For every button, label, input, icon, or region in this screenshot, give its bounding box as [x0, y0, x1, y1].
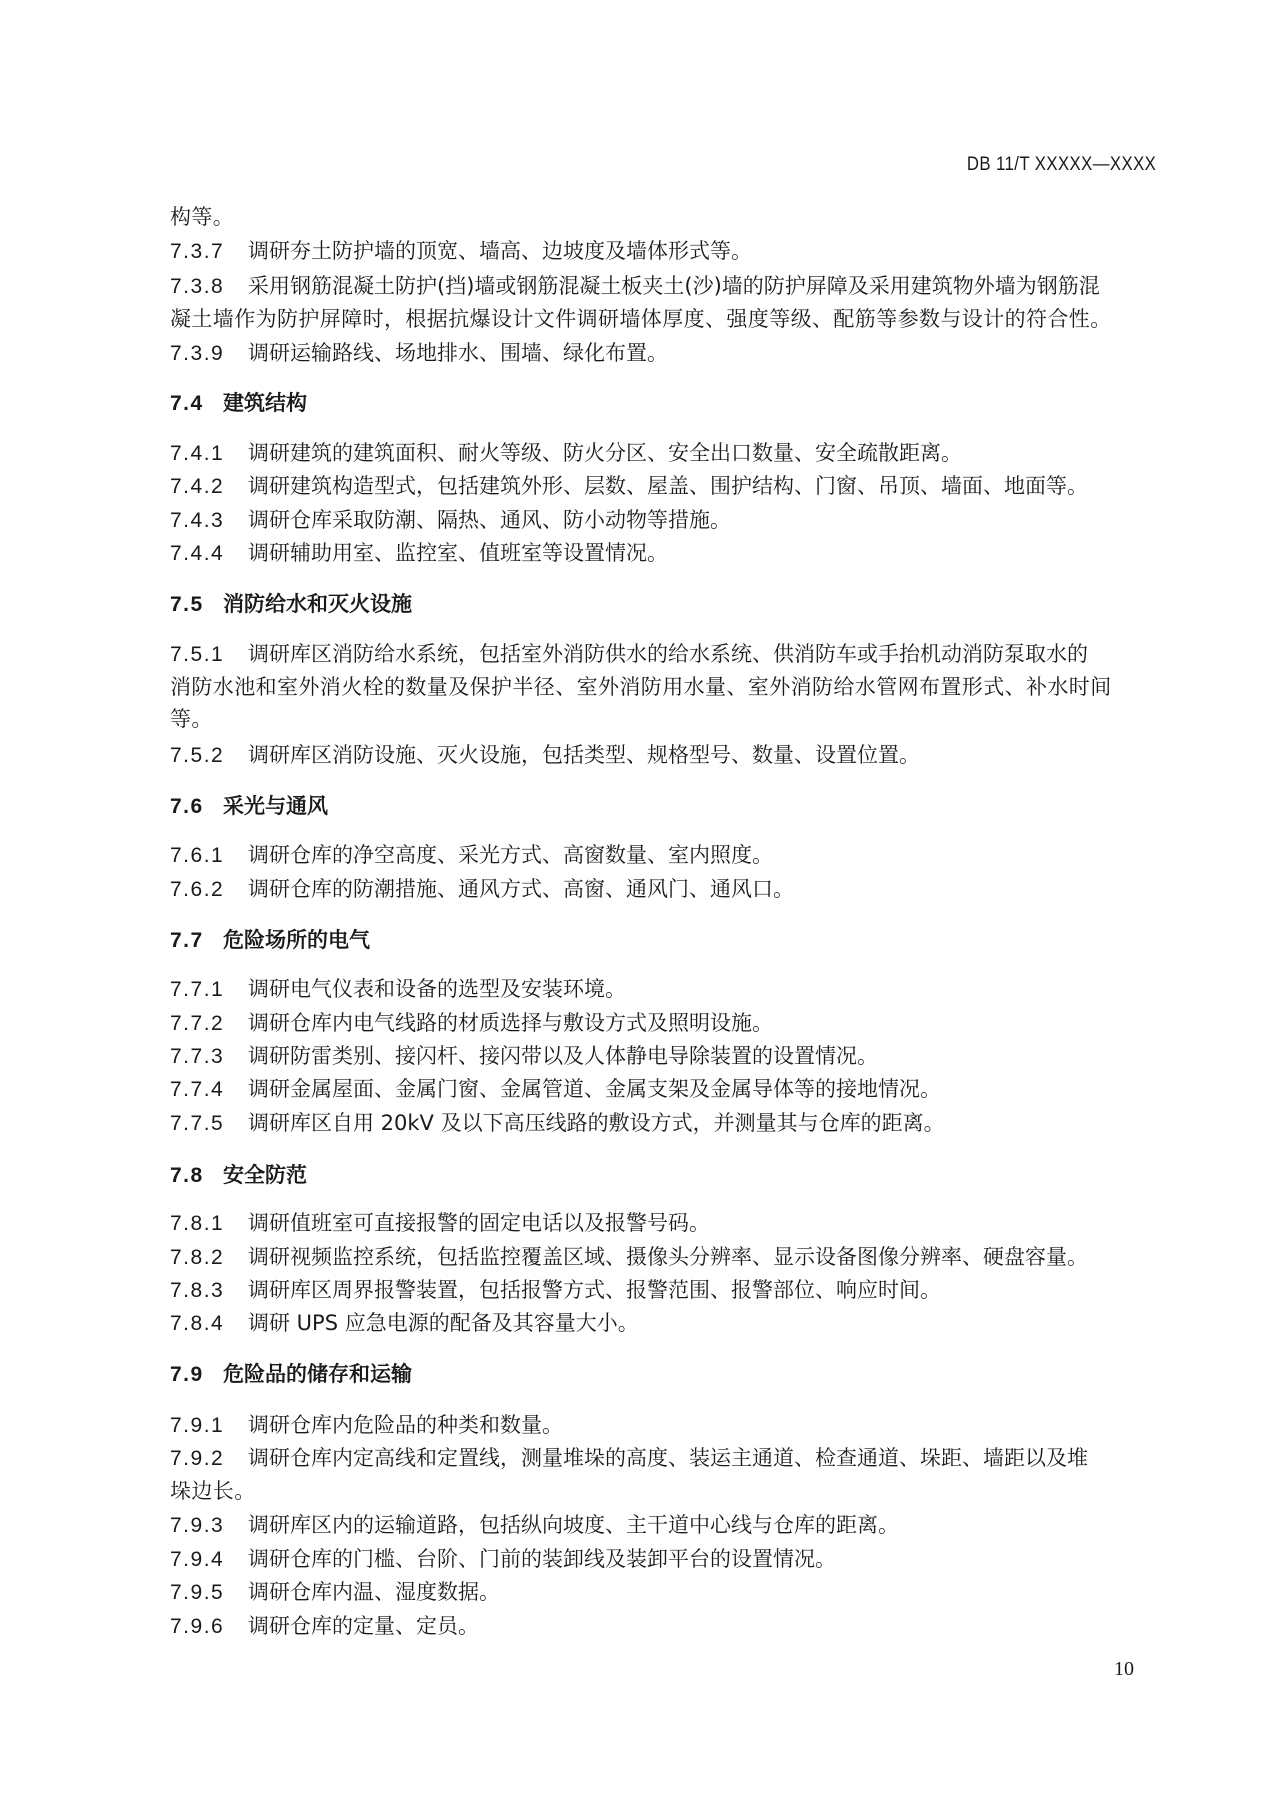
- clause-text: 调研仓库的定量、定员。: [248, 1614, 479, 1638]
- clause-text: 消防给水和灭火设施: [223, 592, 412, 616]
- clause-item: [170, 471, 1156, 502]
- clause-item: [170, 1308, 1156, 1339]
- clause-number: 7.4.3: [170, 509, 225, 532]
- clause-item: [170, 740, 1156, 771]
- clause-number: 7.7.5: [170, 1112, 225, 1135]
- clause-number: 7.5: [170, 593, 204, 616]
- clause-number: 7.6: [170, 795, 204, 818]
- page-number: 10: [1114, 1658, 1134, 1680]
- section-heading: [170, 791, 1156, 822]
- clause-item: [170, 271, 1156, 302]
- clause-item: [170, 840, 1156, 871]
- clause-text: 调研仓库内危险品的种类和数量。: [248, 1413, 563, 1437]
- clause-item: [170, 974, 1156, 1005]
- clause-number: 7.9.3: [170, 1514, 225, 1537]
- clause-item: [170, 639, 1156, 670]
- clause-number: 7.5.1: [170, 643, 225, 666]
- clause-text: 调研仓库的防潮措施、通风方式、高窗、通风门、通风口。: [248, 877, 794, 901]
- clause-number: 7.4.1: [170, 442, 225, 465]
- clause-text: 调研仓库内温、湿度数据。: [248, 1580, 500, 1604]
- clause-text: 调研仓库的门槛、台阶、门前的装卸线及装卸平台的设置情况。: [248, 1547, 836, 1571]
- clause-text: 调研 UPS 应急电源的配备及其容量大小。: [248, 1311, 639, 1335]
- clause-item: [170, 1074, 1156, 1105]
- section-heading: [170, 1160, 1156, 1191]
- clause-number: 7.7.4: [170, 1078, 225, 1101]
- clause-number: 7.4: [170, 392, 204, 415]
- clause-text: 调研夯土防护墙的顶宽、墙高、边坡度及墙体形式等。: [248, 239, 752, 263]
- clause-number: 7.7.2: [170, 1012, 225, 1035]
- clause-number: 7.8.2: [170, 1246, 225, 1269]
- clause-text: 调研辅助用室、监控室、值班室等设置情况。: [248, 541, 668, 565]
- clause-number: 7.9.1: [170, 1414, 225, 1437]
- clause-continuation: [170, 672, 1156, 702]
- clause-item: [170, 1611, 1156, 1642]
- clause-text: 安全防范: [223, 1163, 307, 1187]
- section-heading: [170, 925, 1156, 956]
- clause-item: [170, 338, 1156, 369]
- clause-text: 等。: [170, 707, 213, 731]
- clause-text: 调研金属屋面、金属门窗、金属管道、金属支架及金属导体等的接地情况。: [248, 1077, 941, 1101]
- clause-number: 7.7.1: [170, 978, 225, 1001]
- clause-continuation: [170, 304, 1156, 334]
- clause-number: 7.6.1: [170, 844, 225, 867]
- clause-item: [170, 1041, 1156, 1072]
- clause-item: [170, 505, 1156, 536]
- clause-text: 采光与通风: [223, 794, 328, 818]
- clause-text: 调研防雷类别、接闪杆、接闪带以及人体静电导除装置的设置情况。: [248, 1044, 878, 1068]
- clause-text: 危险品的储存和运输: [223, 1362, 412, 1386]
- clause-number: 7.3.9: [170, 342, 225, 365]
- clause-number: 7.5.2: [170, 744, 225, 767]
- clause-text: 危险场所的电气: [223, 928, 370, 952]
- clause-text: 构等。: [170, 205, 235, 229]
- clause-text: 采用钢筋混凝土防护(挡)墙或钢筋混凝土板夹土(沙)墙的防护屏障及采用建筑物外墙为钢筋混: [248, 274, 1100, 298]
- clause-item: [170, 874, 1156, 905]
- clause-number: 7.8.4: [170, 1312, 225, 1335]
- clause-number: 7.9.5: [170, 1581, 225, 1604]
- clause-item: [170, 1443, 1156, 1474]
- clause-text: 调研库区消防给水系统，包括室外消防供水的给水系统、供消防车或手抬机动消防泵取水的: [248, 642, 1088, 666]
- clause-number: 7.8.3: [170, 1279, 225, 1302]
- clause-number: 7.9: [170, 1363, 204, 1386]
- clause-item: [170, 1544, 1156, 1575]
- clause-text: 凝土墙作为防护屏障时，根据抗爆设计文件调研墙体厚度、强度等级、配筋等参数与设计的符合性。: [170, 307, 1112, 331]
- clause-item: [170, 236, 1156, 267]
- section-heading: [170, 589, 1156, 620]
- clause-number: 7.3.8: [170, 275, 225, 298]
- clause-number: 7.9.4: [170, 1548, 225, 1571]
- clause-text: 调研库区自用 20kV 及以下高压线路的敷设方式，并测量其与仓库的距离。: [248, 1111, 945, 1135]
- clause-text: 调研建筑的建筑面积、耐火等级、防火分区、安全出口数量、安全疏散距离。: [248, 441, 962, 465]
- clause-text: 建筑结构: [223, 391, 307, 415]
- clause-number: 7.8.1: [170, 1212, 225, 1235]
- clause-text: 调研库区内的运输道路，包括纵向坡度、主干道中心线与仓库的距离。: [248, 1513, 899, 1537]
- document-code-header: DB 11/T XXXXX—XXXX: [966, 154, 1156, 175]
- clause-text: 调研库区消防设施、灭火设施，包括类型、规格型号、数量、设置位置。: [248, 743, 920, 767]
- clause-number: 7.7: [170, 929, 204, 952]
- clause-item: [170, 1008, 1156, 1039]
- section-heading: [170, 1359, 1156, 1390]
- clause-number: 7.4.2: [170, 475, 225, 498]
- clause-text: 调研视频监控系统，包括监控覆盖区域、摄像头分辨率、显示设备图像分辨率、硬盘容量。: [248, 1245, 1088, 1269]
- clause-item: [170, 1510, 1156, 1541]
- clause-number: 7.4.4: [170, 542, 225, 565]
- clause-text: 垛边长。: [170, 1479, 256, 1503]
- clause-continuation: [170, 704, 1156, 734]
- clause-item: [170, 1275, 1156, 1306]
- clause-number: 7.6.2: [170, 878, 225, 901]
- clause-text: 消防水池和室外消火栓的数量及保护半径、室外消防用水量、室外消防给水管网布置形式、补水时间: [170, 675, 1112, 699]
- clause-continuation: [170, 1476, 1156, 1506]
- clause-text: 调研电气仪表和设备的选型及安装环境。: [248, 977, 626, 1001]
- clause-text: 调研库区周界报警装置，包括报警方式、报警范围、报警部位、响应时间。: [248, 1278, 941, 1302]
- clause-number: 7.9.2: [170, 1447, 225, 1470]
- clause-text: 调研运输路线、场地排水、围墙、绿化布置。: [248, 341, 668, 365]
- clause-text: 调研仓库内电气线路的材质选择与敷设方式及照明设施。: [248, 1011, 773, 1035]
- clause-text: 调研值班室可直接报警的固定电话以及报警号码。: [248, 1211, 710, 1235]
- clause-item: [170, 1577, 1156, 1608]
- clause-text: 调研仓库的净空高度、采光方式、高窗数量、室内照度。: [248, 843, 773, 867]
- clause-number: 7.9.6: [170, 1615, 225, 1638]
- clause-item: [170, 1242, 1156, 1273]
- section-heading: [170, 388, 1156, 419]
- clause-number: 7.8: [170, 1164, 204, 1187]
- clause-text: 调研建筑构造型式，包括建筑外形、层数、屋盖、围护结构、门窗、吊顶、墙面、地面等。: [248, 474, 1088, 498]
- clause-continuation: [170, 202, 1156, 232]
- clause-text: 调研仓库内定高线和定置线，测量堆垛的高度、装运主通道、检查通道、垛距、墙距以及堆: [248, 1446, 1088, 1470]
- clause-item: [170, 438, 1156, 469]
- clause-item: [170, 538, 1156, 569]
- clause-text: 调研仓库采取防潮、隔热、通风、防小动物等措施。: [248, 508, 731, 532]
- clause-item: [170, 1108, 1156, 1139]
- clause-number: 7.3.7: [170, 240, 225, 263]
- clause-item: [170, 1410, 1156, 1441]
- clause-number: 7.7.3: [170, 1045, 225, 1068]
- clause-item: [170, 1208, 1156, 1239]
